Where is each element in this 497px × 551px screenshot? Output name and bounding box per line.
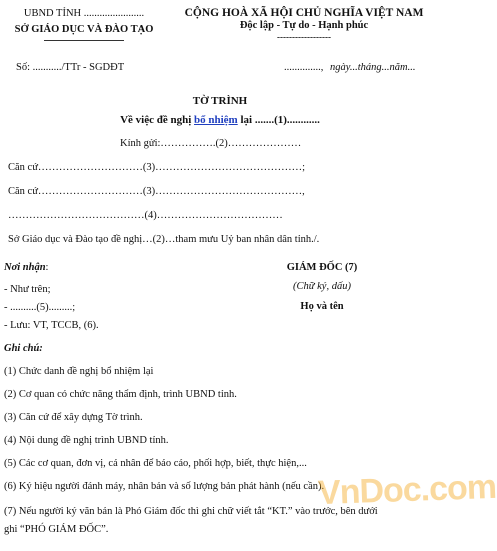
basis-line-1: Căn cứ…………………………(3)……………………………………; <box>8 162 306 173</box>
issuer-department: SỞ GIÁO DỤC VÀ ĐÀO TẠO <box>14 24 154 35</box>
signer-title: GIÁM ĐỐC (7) <box>286 262 358 273</box>
document-subject <box>0 114 440 126</box>
national-title: CỘNG HOÀ XÃ HỘI CHỦ NGHĨA VIỆT NAM <box>184 7 424 19</box>
content-line: …………………………………(4)……………………………… <box>8 210 283 221</box>
document-number: Số: .........../TTr - SGDĐT <box>16 62 125 73</box>
issue-date: ngày...tháng...năm... <box>330 62 416 73</box>
recipients-colon: : <box>45 262 49 273</box>
issuer-province: UBND TỈNH ....................... <box>23 8 145 19</box>
basis-line-2: Căn cứ…………………………(3)……………………………………, <box>8 186 305 197</box>
national-motto: Độc lập - Tự do - Hạnh phúc <box>239 20 369 31</box>
proposal-line: Sở Giáo dục và Đào tạo đề nghị…(2)…tham mưu Uỷ ban nhân dân tỉnh./. <box>8 234 320 245</box>
recipients-heading <box>4 262 48 273</box>
recipient-item: - Lưu: VT, TCCB, (6). <box>4 320 99 331</box>
subject-suffix: lại .......(1)............ <box>240 114 320 126</box>
notes-heading: Ghi chú: <box>4 343 43 354</box>
note-item: (2) Cơ quan có chức năng thẩm định, trình UBND tỉnh. <box>4 389 237 400</box>
issuer-underline <box>44 40 124 41</box>
recipient-line: Kính gửi:…………….(2)………………… <box>120 138 302 149</box>
recipients-label: Nơi nhận <box>4 262 46 273</box>
signature-note: (Chữ ký, dấu) <box>293 281 351 292</box>
signer-name: Họ và tên <box>300 301 344 312</box>
note-item: (5) Các cơ quan, đơn vị, cá nhân để báo cáo, phối hợp, biết, thực hiện,... <box>4 458 307 469</box>
recipient-item: - Như trên; <box>4 284 51 295</box>
recipient-item: - ..........(5).........; <box>4 302 76 313</box>
subject-prefix: Về việc đề nghị <box>120 114 192 126</box>
motto-rule: ------------------ <box>277 32 331 42</box>
note-item: (3) Căn cứ để xây dựng Tờ trình. <box>4 412 143 423</box>
note-item: (1) Chức danh đề nghị bổ nhiệm lại <box>4 366 154 377</box>
subject-link[interactable]: bổ nhiệm <box>194 114 238 126</box>
site-watermark: VnDoc.com <box>317 467 497 513</box>
note-item: (7) Nếu người ký văn bản là Phó Giám đốc thì ghi chữ viết tắt “KT.” vào trước, bên dưới <box>4 506 378 517</box>
note-item: ghi “PHÓ GIÁM ĐỐC”. <box>4 524 109 535</box>
date-prefix: .............., <box>284 62 324 73</box>
note-item: (4) Nội dung đề nghị trình UBND tỉnh. <box>4 435 169 446</box>
note-item: (6) Ký hiệu người đánh máy, nhân bản và số lượng bản phát hành (nếu cần). <box>4 481 325 492</box>
document-title: TỜ TRÌNH <box>192 95 248 107</box>
